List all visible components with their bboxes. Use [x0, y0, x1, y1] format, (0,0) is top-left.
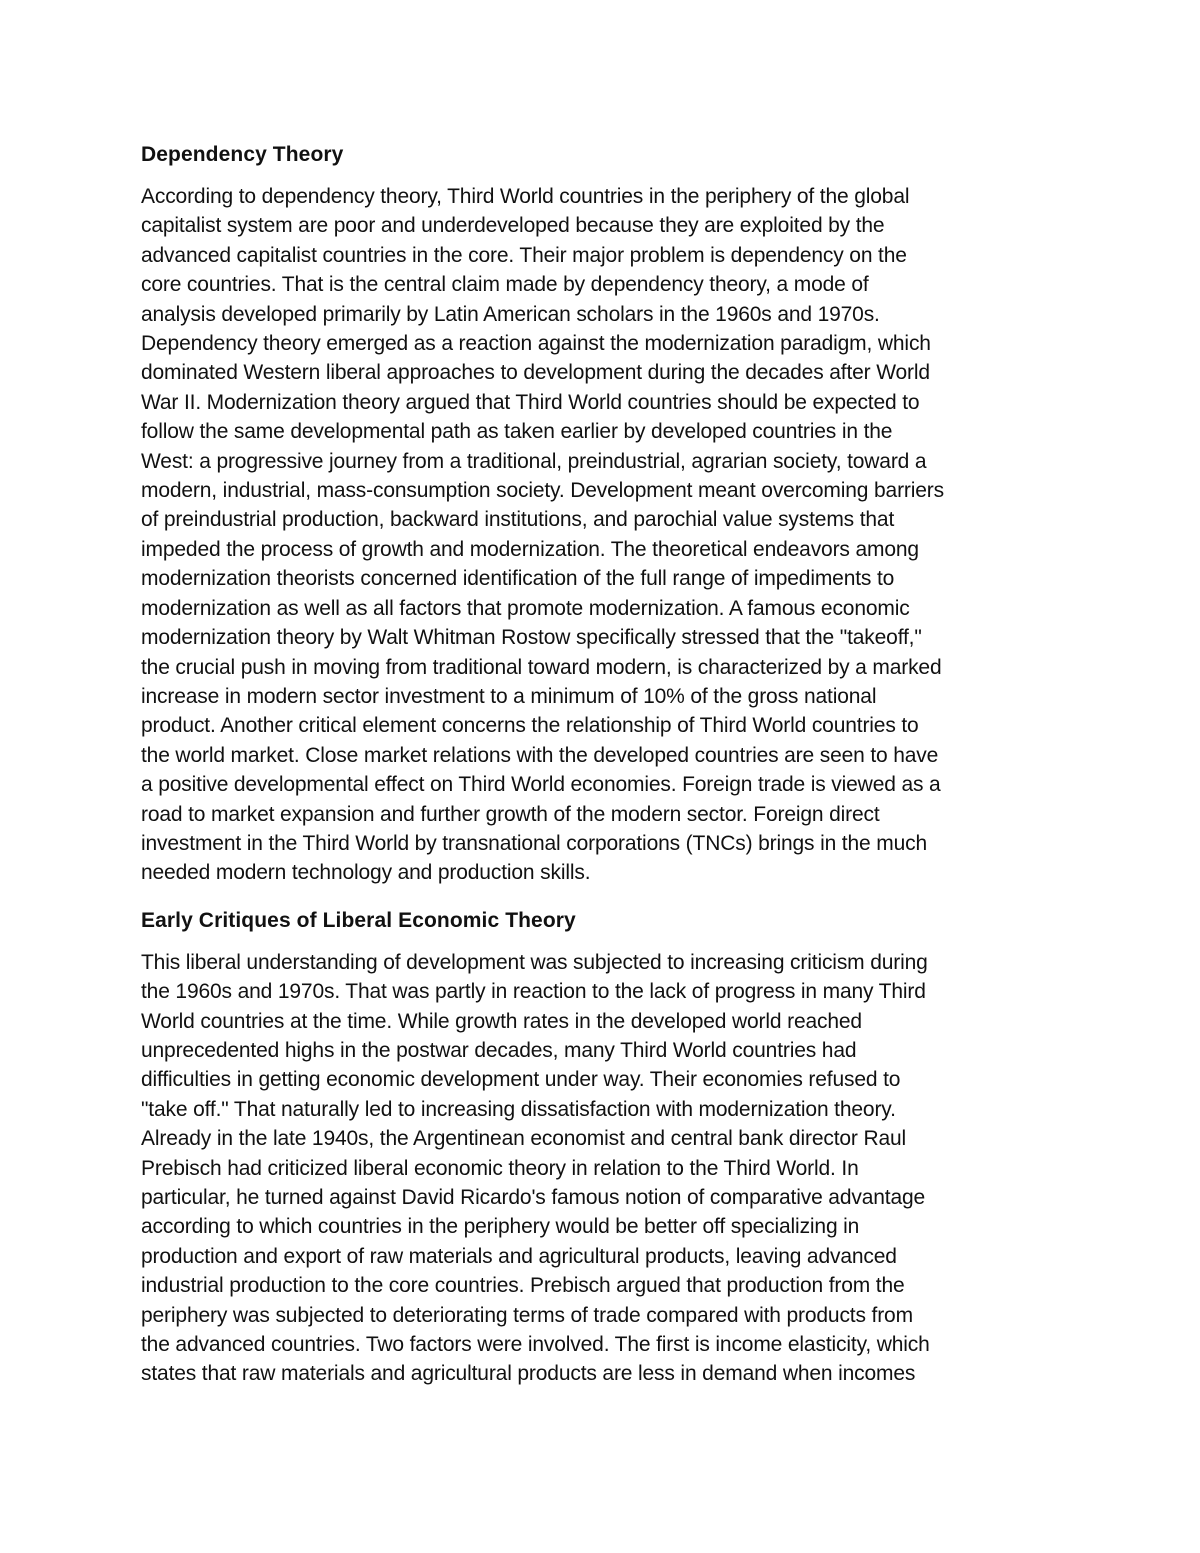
paragraph-line: World countries at the time. While growth rates in the developed world reached — [141, 1009, 862, 1033]
paragraph-line: capitalist system are poor and underdeveloped because they are exploited by the — [141, 214, 885, 238]
paragraph-line: needed modern technology and production skills. — [141, 861, 591, 885]
paragraph-line: dominated Western liberal approaches to development during the decades after World — [141, 361, 930, 385]
paragraph-line: impeded the process of growth and modernization. The theoretical endeavors among — [141, 537, 919, 561]
paragraph-line: according to which countries in the periphery would be better off specializing in — [141, 1215, 860, 1239]
section-heading: Dependency Theory — [141, 143, 344, 166]
paragraph-line: the advanced countries. Two factors were involved. The first is income elasticity, which — [141, 1333, 930, 1357]
paragraph-line: West: a progressive journey from a traditional, preindustrial, agrarian society, toward a — [141, 449, 927, 473]
paragraph-line: difficulties in getting economic development under way. Their economies refused to — [141, 1068, 901, 1092]
paragraph-line: War II. Modernization theory argued that Third World countries should be expected to — [141, 390, 920, 414]
paragraph-line: analysis developed primarily by Latin American scholars in the 1960s and 1970s. — [141, 302, 880, 326]
paragraph-line: a positive developmental effect on Third World economies. Foreign trade is viewed as a — [141, 773, 941, 797]
section-heading: Early Critiques of Liberal Economic Theory — [141, 908, 576, 932]
paragraph-line: increase in modern sector investment to a minimum of 10% of the gross national — [141, 684, 877, 708]
paragraph-line: "take off." That naturally led to increasing dissatisfaction with modernization theory. — [141, 1097, 896, 1121]
paragraph-line: production and export of raw materials and agricultural products, leaving advanced — [141, 1244, 897, 1268]
paragraph-line: states that raw materials and agricultural products are less in demand when incomes — [141, 1362, 916, 1386]
paragraph-line: the world market. Close market relations with the developed countries are seen to have — [141, 743, 939, 767]
section-body — [141, 182, 1061, 888]
paragraph-line: According to dependency theory, Third World countries in the periphery of the global — [141, 185, 910, 208]
paragraph-line: investment in the Third World by transnational corporations (TNCs) brings in the much — [141, 831, 927, 855]
paragraph-line: modernization theory by Walt Whitman Rostow specifically stressed that the "takeoff," — [141, 626, 922, 650]
paragraph-line: unprecedented highs in the postwar decades, many Third World countries had — [141, 1038, 857, 1062]
paragraph-line: This liberal understanding of development was subjected to increasing criticism during — [141, 950, 928, 974]
paragraph-line: of preindustrial production, backward institutions, and parochial value systems that — [141, 508, 895, 532]
section-body — [141, 948, 1061, 1389]
paragraph-line: industrial production to the core countries. Prebisch argued that production from the — [141, 1274, 905, 1298]
paragraph-line: follow the same developmental path as taken earlier by developed countries in the — [141, 420, 893, 444]
section-early-critiques — [141, 906, 1061, 1389]
paragraph-line: modernization theorists concerned identification of the full range of impediments to — [141, 567, 895, 591]
paragraph-line: modernization as well as all factors that promote modernization. A famous economic — [141, 596, 910, 620]
document-page — [141, 140, 1061, 1389]
paragraph-line: Already in the late 1940s, the Argentinean economist and central bank director Raul — [141, 1127, 907, 1151]
paragraph-line: particular, he turned against David Ricardo's famous notion of comparative advantage — [141, 1186, 926, 1209]
paragraph-line: the 1960s and 1970s. That was partly in reaction to the lack of progress in many Third — [141, 980, 926, 1004]
paragraph-line: road to market expansion and further growth of the modern sector. Foreign direct — [141, 802, 880, 826]
paragraph-line: product. Another critical element concerns the relationship of Third World countries to — [141, 714, 919, 738]
paragraph-line: advanced capitalist countries in the core. Their major problem is dependency on the — [141, 243, 907, 267]
section-dependency-theory — [141, 140, 1061, 888]
paragraph-line: Prebisch had criticized liberal economic theory in relation to the Third World. In — [141, 1156, 859, 1180]
paragraph-line: Dependency theory emerged as a reaction against the modernization paradigm, which — [141, 332, 931, 356]
paragraph-line: modern, industrial, mass-consumption society. Development meant overcoming barriers — [141, 479, 945, 503]
paragraph-line: periphery was subjected to deteriorating terms of trade compared with products from — [141, 1303, 913, 1327]
paragraph-line: core countries. That is the central claim made by dependency theory, a mode of — [141, 273, 869, 297]
paragraph-line: the crucial push in moving from traditional toward modern, is characterized by a marked — [141, 655, 942, 679]
